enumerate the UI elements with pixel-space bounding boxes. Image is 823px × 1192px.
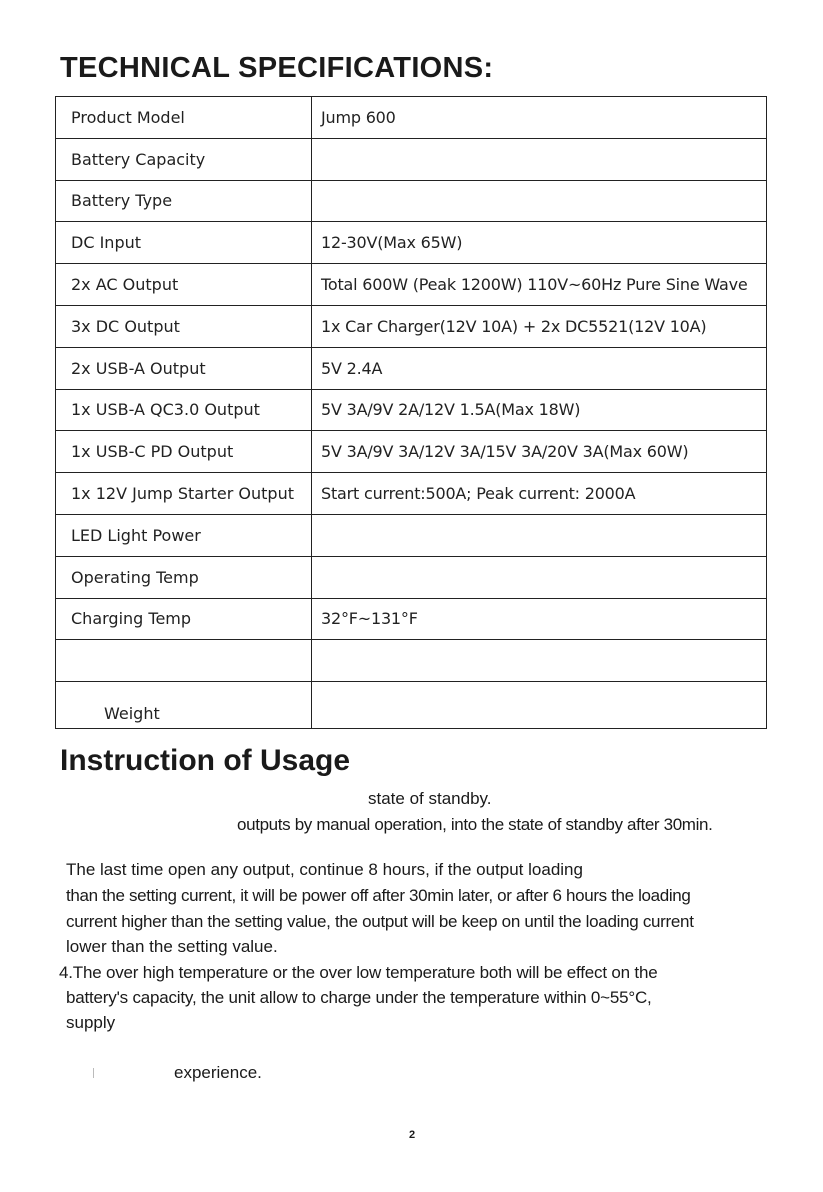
spec-label: 2x AC Output: [56, 264, 312, 306]
table-row: [56, 473, 767, 515]
table-row: [56, 180, 767, 222]
table-row: [56, 389, 767, 431]
spec-label: Operating Temp: [56, 556, 312, 598]
spec-label: 2x USB-A Output: [56, 347, 312, 389]
spec-label: 3x DC Output: [56, 305, 312, 347]
spec-value: 32°F~131°F: [312, 598, 767, 640]
spec-value: Jump 600: [312, 97, 767, 139]
usage-line: current higher than the setting value, the output will be keep on until the loading current: [66, 912, 694, 931]
spec-label: Battery Type: [56, 180, 312, 222]
table-row: [56, 97, 767, 139]
spec-table: [55, 96, 767, 729]
spec-value: [312, 138, 767, 180]
usage-line: outputs by manual operation, into the state of standby after 30min.: [237, 815, 713, 834]
usage-line: experience.: [174, 1063, 262, 1082]
usage-line: than the setting current, it will be power off after 30min later, or after 6 hours the loading: [66, 886, 691, 905]
table-row: [56, 305, 767, 347]
spec-value: 5V 3A/9V 2A/12V 1.5A(Max 18W): [312, 389, 767, 431]
table-row: [56, 682, 767, 729]
usage-line: lower than the setting value.: [66, 937, 278, 956]
usage-line: state of standby.: [368, 789, 492, 808]
spec-value: 5V 3A/9V 3A/12V 3A/15V 3A/20V 3A(Max 60W): [312, 431, 767, 473]
spec-label: DC Input: [56, 222, 312, 264]
spec-label: LED Light Power: [56, 514, 312, 556]
spec-value: [312, 514, 767, 556]
spec-label: Product Model: [56, 97, 312, 139]
table-row: [56, 514, 767, 556]
spec-value: [312, 180, 767, 222]
usage-title: Instruction of Usage: [60, 744, 351, 777]
table-row: [56, 556, 767, 598]
table-row: [56, 222, 767, 264]
spec-label: Charging Temp: [56, 598, 312, 640]
usage-line: 4.The over high temperature or the over low temperature both will be effect on the: [59, 963, 658, 982]
spec-value: [312, 556, 767, 598]
spec-title: TECHNICAL SPECIFICATIONS:: [60, 52, 494, 84]
table-row: [56, 598, 767, 640]
spec-label: 1x 12V Jump Starter Output: [56, 473, 312, 515]
stray-mark: [93, 1068, 94, 1078]
spec-value: [312, 640, 767, 682]
spec-value: 5V 2.4A: [312, 347, 767, 389]
spec-label: [56, 640, 312, 682]
spec-value: [312, 682, 767, 729]
spec-value: 1x Car Charger(12V 10A) + 2x DC5521(12V 10A): [312, 305, 767, 347]
table-row: [56, 264, 767, 306]
page-number: 2: [409, 1129, 416, 1141]
spec-value: 12-30V(Max 65W): [312, 222, 767, 264]
spec-label: Battery Capacity: [56, 138, 312, 180]
spec-label: 1x USB-C PD Output: [56, 431, 312, 473]
table-row: [56, 640, 767, 682]
table-row: [56, 347, 767, 389]
spec-label: 1x USB-A QC3.0 Output: [56, 389, 312, 431]
table-row: [56, 431, 767, 473]
spec-value: Start current:500A; Peak current: 2000A: [312, 473, 767, 515]
spec-label: Weight: [56, 682, 312, 729]
usage-line: The last time open any output, continue 8 hours, if the output loading: [66, 860, 583, 879]
table-row: [56, 138, 767, 180]
usage-line: battery's capacity, the unit allow to charge under the temperature within 0~55°C,: [66, 988, 652, 1007]
spec-value: Total 600W (Peak 1200W) 110V~60Hz Pure Sine Wave: [312, 264, 767, 306]
usage-line: supply: [66, 1013, 116, 1032]
